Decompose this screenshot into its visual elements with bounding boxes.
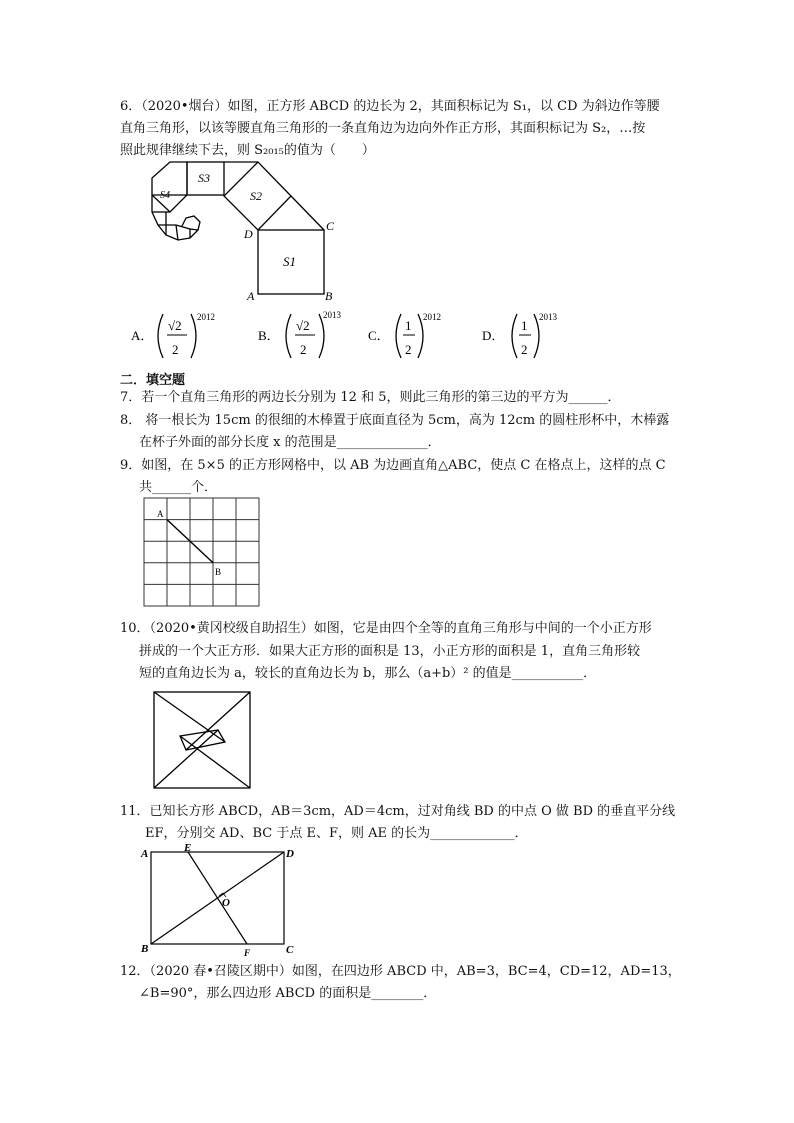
svg-text:2013: 2013	[323, 310, 341, 320]
q12-line2: ∠B=90°，那么四边形 ABCD 的面积是________．	[139, 986, 437, 1001]
q9-grid-figure	[143, 497, 263, 613]
option-c[interactable]	[368, 312, 441, 358]
rect-label-o: O	[222, 897, 230, 909]
q6-options	[125, 308, 575, 364]
q8-line2: 在杯子外面的部分长度 x 的范围是______________．	[139, 435, 441, 450]
svg-text:√2: √2	[168, 318, 182, 333]
svg-text:2: 2	[300, 342, 307, 357]
svg-text:D．: D．	[482, 328, 505, 343]
q10-line2: 拼成的一个大正方形．如果大正方形的面积是 13，小正方形的面积是 1，直角三角形较	[139, 644, 641, 659]
label-s4: S4	[160, 190, 170, 201]
rect-label-b: B	[141, 943, 149, 955]
svg-text:√2: √2	[296, 318, 310, 333]
q10-pinwheel-figure	[150, 690, 255, 790]
svg-text:2013: 2013	[539, 312, 557, 322]
grid-label-b: B	[215, 567, 222, 577]
label-s1: S1	[283, 254, 296, 269]
label-a: A	[247, 289, 255, 303]
svg-text:A．: A．	[131, 328, 154, 343]
option-a[interactable]	[131, 312, 215, 358]
svg-text:2012: 2012	[423, 312, 441, 322]
perp-bisector-ef	[188, 852, 247, 944]
label-c: C	[326, 219, 335, 233]
rect-label-c: C	[286, 944, 294, 956]
svg-text:B．: B．	[258, 328, 280, 343]
q6-line2: 直角三角形，以该等腰直角三角形的一条直角边为边向外作正方形，其面积标记为 S₂，…按	[120, 121, 646, 136]
q7-line1: 7．若一个直角三角形的两边长分别为 12 和 5，则此三角形的第三边的平方为______．	[120, 390, 621, 405]
svg-text:2: 2	[172, 342, 179, 357]
rect-label-e: E	[184, 842, 192, 854]
q11-line2: EF，分别交 AD、BC 于点 E、F，则 AE 的长为_____________．	[145, 826, 528, 841]
label-b: B	[325, 289, 333, 303]
inner-square	[180, 730, 225, 750]
option-b[interactable]	[258, 310, 342, 358]
q6-squares-figure	[140, 158, 340, 303]
label-s2: S2	[250, 189, 262, 203]
q11-rectangle-figure	[137, 842, 307, 960]
q9-line2: 共______个．	[139, 480, 218, 495]
triangle-edge	[291, 196, 324, 230]
rect-label-d: D	[286, 848, 294, 860]
svg-text:2: 2	[521, 342, 528, 357]
q11-line1: 11．已知长方形 ABCD，AB＝3cm，AD＝4cm，过对角线 BD 的中点 O 做 BD 的垂直平分线	[120, 804, 676, 819]
q12-line1: 12．（2020 春•召陵区期中）如图，在四边形 ABCD 中，AB=3，BC=4，CD=12，AD=13，	[120, 964, 681, 979]
grid-label-a: A	[157, 509, 164, 519]
label-d: D	[244, 227, 253, 241]
label-s3: S3	[198, 171, 210, 185]
q6-line3: 照此规律继续下去，则 S₂₀₁₅的值为（ ）	[120, 143, 375, 158]
svg-text:C．: C．	[368, 328, 390, 343]
option-d[interactable]	[482, 312, 558, 358]
svg-text:2: 2	[405, 342, 412, 357]
q8-line1: 8． 将一根长为 15cm 的很细的木棒置于底面直径为 5cm，高为 12cm 的圆柱形杯中，木棒露	[120, 413, 670, 428]
q6-line1: 6．（2020•烟台）如图，正方形 ABCD 的边长为 2，其面积标记为 S₁，以 CD 为斜边作等腰	[120, 99, 660, 114]
rect-label-f: F	[244, 948, 251, 958]
svg-text:1: 1	[521, 318, 528, 333]
svg-text:2012: 2012	[197, 312, 215, 322]
rect-label-a: A	[141, 848, 149, 860]
q9-line1: 9．如图，在 5×5 的正方形网格中，以 AB 为边画直角△ABC，使点 C 在格点上，这样的点 C	[120, 458, 666, 473]
q10-line1: 10．（2020•黄冈校级自助招生）如图，它是由四个全等的直角三角形与中间的一个小正方形	[120, 621, 652, 636]
q10-line3: 短的直角边长为 a，较长的直角边长为 b，那么（a+b）² 的值是___________．	[139, 666, 597, 681]
section-title-fill-blank: 二．填空题	[120, 373, 186, 388]
square-s4	[152, 162, 187, 212]
svg-text:1: 1	[405, 318, 412, 333]
